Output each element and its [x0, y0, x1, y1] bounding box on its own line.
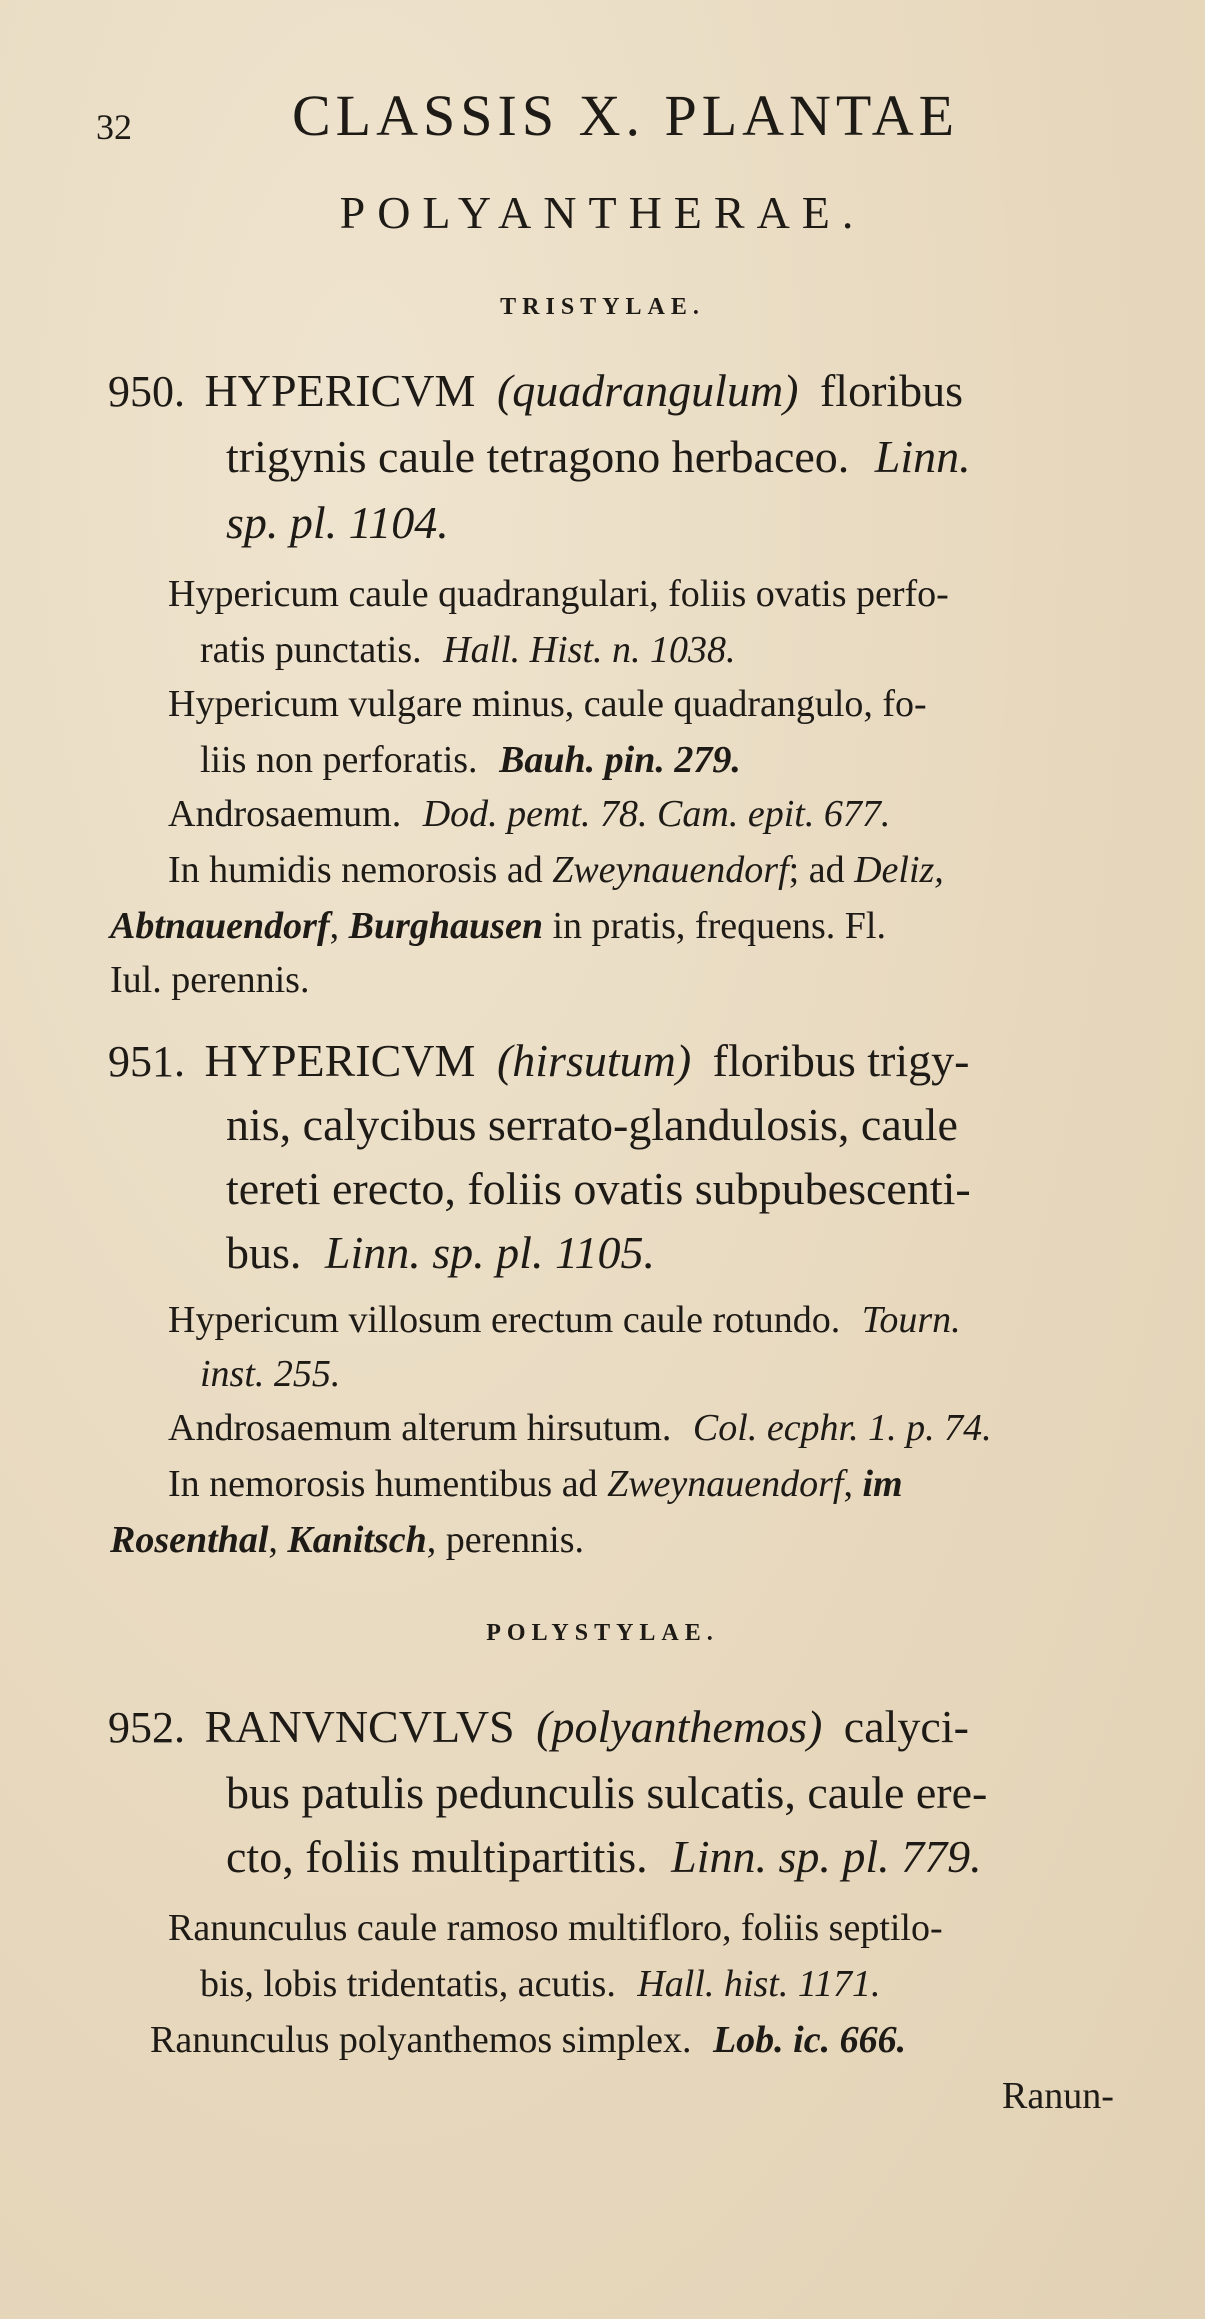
diagnosis-line: [226, 1830, 982, 1883]
habitat-text: Iul. perennis.: [110, 959, 310, 1001]
genus-name: HYPERICVM: [204, 365, 476, 416]
synonym-line: [168, 1406, 992, 1450]
habitat-line: [110, 958, 309, 1002]
citation: Linn. sp. pl. 779.: [671, 1831, 982, 1882]
habitat-line: [168, 848, 944, 892]
diagnosis-text: cto, foliis multipartitis.: [226, 1831, 648, 1882]
entry-head-line: [108, 1034, 969, 1087]
synonym-text: Androsaemum alterum hirsutum.: [168, 1407, 672, 1449]
synonym-line: [168, 572, 949, 616]
citation: Linn.: [874, 431, 971, 482]
synonym-citation: Hall. Hist. n. 1038.: [443, 629, 736, 671]
habitat-text: in pratis, frequens. Fl.: [542, 905, 886, 947]
catchword: Ranun-: [1002, 2075, 1114, 2117]
habitat-text: , perennis.: [426, 1519, 585, 1561]
citation: Linn. sp. pl. 1105.: [324, 1227, 656, 1278]
habitat-line: [168, 1462, 903, 1506]
synonym-citation: Lob. ic. 666.: [712, 2019, 907, 2061]
running-head: CLASSIS X. PLANTAE: [292, 83, 960, 148]
synonym-line: [200, 628, 736, 672]
habitat-text: ,: [843, 1463, 863, 1505]
entry-number: 951.: [108, 1037, 185, 1086]
synonym-citation: Hall. hist. 1171.: [637, 1963, 881, 2005]
entry-head-line: [108, 1700, 969, 1753]
locality-name: Burghausen: [348, 905, 543, 947]
locality-name: Rosenthal: [110, 1519, 269, 1561]
habitat-line: [110, 1518, 584, 1562]
genus-name: RANVNCVLVS: [204, 1701, 515, 1752]
diagnosis-text: floribus trigy-: [712, 1035, 970, 1086]
synonym-citation: inst. 255.: [200, 1353, 341, 1395]
synonym-citation: Bauh. pin. 279.: [499, 739, 741, 781]
diagnosis-text: floribus: [819, 365, 964, 416]
class-name-heading: POLYANTHERAE.: [339, 187, 866, 238]
synonym-line: [200, 1962, 881, 2006]
habitat-line: [110, 904, 886, 948]
synonym-text: Hypericum caule quadrangulari, foliis ovatis perfo-: [168, 573, 949, 615]
diagnosis-line: nis, calycibus serrato-glandulosis, caule: [226, 1099, 958, 1150]
synonym-text: Hypericum vulgare minus, caule quadrangulo, fo-: [168, 683, 927, 725]
species-name: (quadrangulum): [496, 365, 799, 416]
synonym-text: bis, lobis tridentatis, acutis.: [200, 1963, 616, 2005]
page-header: [0, 82, 1205, 152]
diagnosis-text: bus.: [226, 1227, 302, 1278]
synonym-line: [200, 738, 741, 782]
locality-name: Zweynauendorf: [552, 849, 789, 891]
habitat-text: ; ad: [788, 849, 855, 891]
synonym-text: ratis punctatis.: [200, 629, 422, 671]
subsection-heading-polystylae: POLYSTYLAE.: [486, 1620, 719, 1646]
citation-line: sp. pl. 1104.: [226, 497, 449, 548]
subsection-heading-tristylae: TRISTYLAE.: [500, 294, 705, 320]
synonym-text: Ranunculus polyanthemos simplex.: [150, 2019, 692, 2061]
page-number: 32: [96, 107, 132, 147]
diagnosis-line: bus patulis pedunculis sulcatis, caule ere-: [226, 1767, 988, 1818]
synonym-citation: Col. ecphr. 1. p. 74.: [692, 1407, 992, 1449]
synonym-line: [168, 1298, 961, 1342]
entry-number: 950.: [108, 367, 185, 416]
species-name: (polyanthemos): [536, 1701, 823, 1752]
entry-head-line: [108, 364, 963, 417]
synonym-line: [200, 1352, 340, 1396]
habitat-text: In nemorosis humentibus ad: [168, 1463, 608, 1505]
habitat-text: ,: [268, 1519, 288, 1561]
locality-name: im: [862, 1463, 903, 1505]
synonym-text: Hypericum villosum erectum caule rotundo.: [168, 1299, 841, 1341]
species-name: (hirsutum): [496, 1035, 692, 1086]
diagnosis-line: [226, 430, 971, 483]
locality-name: Zweynauendorf: [607, 1463, 844, 1505]
synonym-line: [150, 2018, 906, 2062]
diagnosis-text: trigynis caule tetragono herbaceo.: [226, 431, 850, 482]
synonym-text: Ranunculus caule ramoso multifloro, foliis septilo-: [168, 1907, 943, 1949]
locality-name: Abtnauendorf: [110, 905, 330, 947]
diagnosis-line: [226, 1226, 655, 1279]
entry-number: 952.: [108, 1703, 185, 1752]
synonym-line: [168, 1906, 943, 1950]
locality-name: Kanitsch: [287, 1519, 427, 1561]
habitat-text: ,: [329, 905, 349, 947]
locality-name: Deliz,: [854, 849, 944, 891]
synonym-text: Androsaemum.: [168, 793, 402, 835]
synonym-text: liis non perforatis.: [200, 739, 478, 781]
genus-name: HYPERICVM: [204, 1035, 476, 1086]
synonym-line: [168, 682, 927, 726]
diagnosis-text: calyci-: [843, 1701, 969, 1752]
synonym-citation: Dod. pemt. 78. Cam. epit. 677.: [422, 793, 891, 835]
synonym-citation: Tourn.: [861, 1299, 961, 1341]
habitat-text: In humidis nemorosis ad: [168, 849, 553, 891]
diagnosis-line: tereti erecto, foliis ovatis subpubescenti-: [226, 1163, 971, 1214]
synonym-line: [168, 792, 890, 836]
